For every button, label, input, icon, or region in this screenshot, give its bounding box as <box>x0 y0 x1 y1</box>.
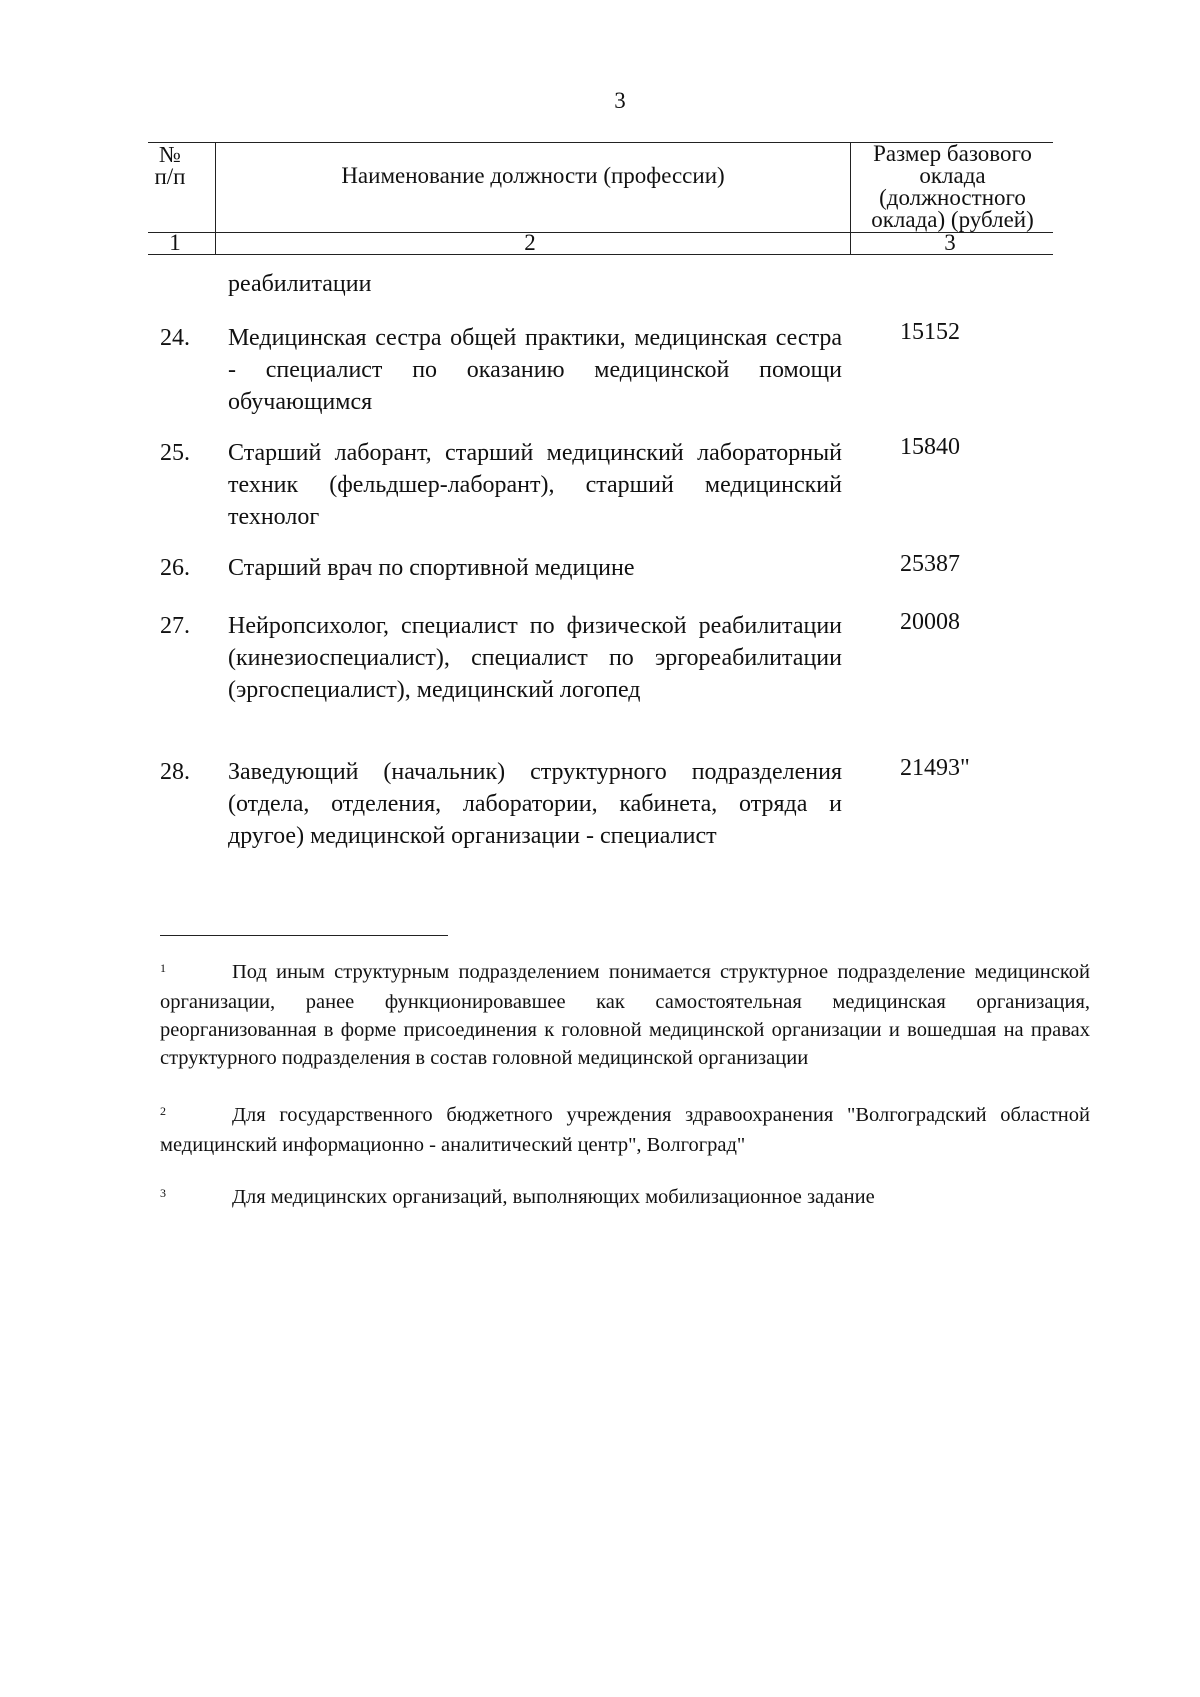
row-number: 28. <box>160 759 190 785</box>
footnote-mark: 1 <box>160 961 166 975</box>
row-number: 26. <box>160 555 190 581</box>
row-number: 24. <box>160 325 190 351</box>
footnote-text: Для государственного бюджетного учреждения здравоохранения "Волгоградский областной медицинский информационно - аналитический центр", Волгоград" <box>160 1104 1090 1156</box>
row-number: 27. <box>160 613 190 639</box>
footnote-3 <box>160 1183 1090 1213</box>
column-number-2: 2 <box>524 230 536 255</box>
footnote-text: Для медицинских организаций, выполняющих мобилизационное задание <box>232 1186 875 1208</box>
column-number-1: 1 <box>169 230 181 255</box>
page-number: 3 <box>614 88 626 113</box>
footnote-1 <box>160 958 1090 1072</box>
row-position-name: Нейропсихолог, специалист по физической реабилитации (кинезиоспециалист), специалист по эргореабилитации (эргоспециалист), медицинский логопед <box>228 613 842 703</box>
footnote-separator <box>160 935 448 936</box>
continuation-text: реабилитации <box>228 271 372 297</box>
row-position-name: Старший лаборант, старший медицинский лабораторный техник (фельдшер-лаборант), старший медицинский технолог <box>228 440 842 530</box>
row-number: 25. <box>160 440 190 466</box>
footnote-2 <box>160 1101 1090 1159</box>
row-salary-value: 25387 <box>900 551 960 577</box>
column-number-3: 3 <box>944 230 956 255</box>
footnote-text: Под иным структурным подразделением понимается структурное подразделение медицинской организации, ранее функционировавшее как самостоятельная медицинская организация, реорганизованная в форме присоединения к головной медицинской организации и вошедшая на правах структурного подразделения в состав головной медицинской организации <box>160 961 1090 1069</box>
header-col-name: Наименование должности (профессии) <box>341 163 725 188</box>
row-salary-value: 15152 <box>900 319 960 345</box>
row-salary-value: 15840 <box>900 434 960 460</box>
header-col-salary: Размер базового оклада (должностного оклада) (рублей) <box>871 141 1034 232</box>
row-position-name: Старший врач по спортивной медицине <box>228 555 635 581</box>
row-salary-value: 20008 <box>900 609 960 635</box>
footnote-mark: 3 <box>160 1186 166 1200</box>
row-position-name: Заведующий (начальник) структурного подразделения (отдела, отделения, лаборатории, кабинета, отряда и другое) медицинской организации - специалист <box>228 759 842 849</box>
header-col-number: № п/п <box>154 142 186 189</box>
row-position-name: Медицинская сестра общей практики, медицинская сестра - специалист по оказанию медицинской помощи обучающимся <box>228 325 842 415</box>
row-salary-value: 21493" <box>900 755 970 781</box>
footnote-mark: 2 <box>160 1104 166 1118</box>
